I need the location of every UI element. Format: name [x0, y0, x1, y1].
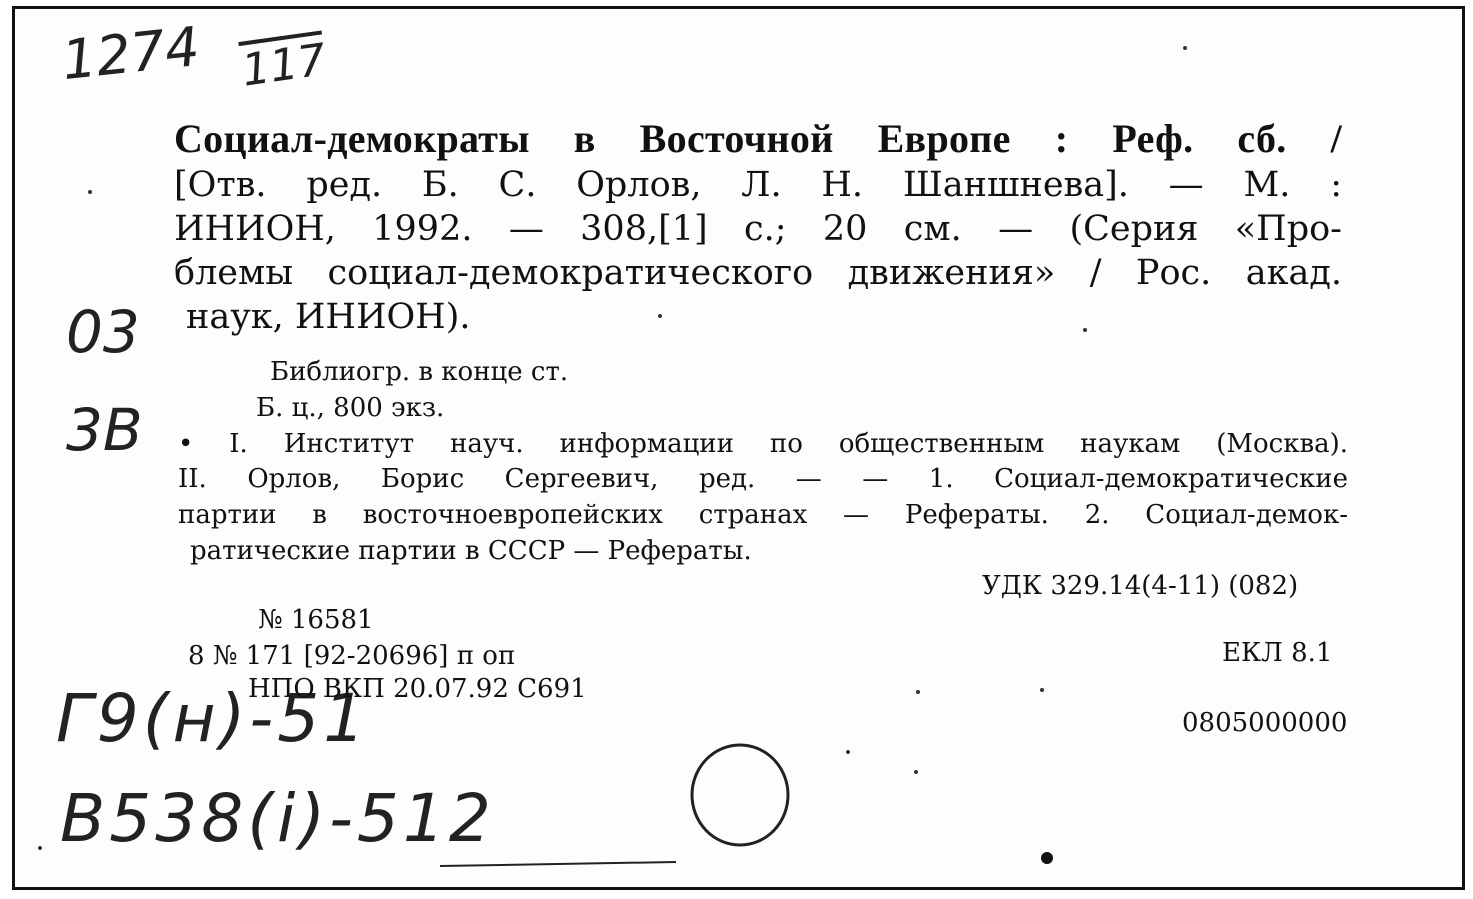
card-description-line: [Отв. ред. Б. С. Орлов, Л. Н. Шаншнева]. — М. : [174, 165, 1342, 205]
card-number: № 16581 [258, 605, 374, 635]
ink-dot [1041, 852, 1053, 864]
ink-dot [846, 750, 850, 754]
hand-drawn-circle [692, 745, 788, 845]
udk-code: УДК 329.14(4-11) (082) [982, 571, 1299, 601]
card-title: Социал-демократы в Восточной Европе : Реф. сб. / [174, 116, 1342, 161]
ekl-code: ЕКЛ 8.1 [1222, 638, 1333, 668]
card-description-line: блемы социал-демократического движения» / Рос. акад. [174, 253, 1342, 293]
card-description-line: наук, ИНИОН). [186, 297, 471, 337]
subject-heading-line: II. Орлов, Борис Сергеевич, ред. — — 1. Социал-демократические [178, 464, 1348, 494]
ink-dot [916, 690, 920, 694]
handwritten-margin-note-2: 3B [66, 396, 143, 464]
order-line: 8 № 171 [92-20696] п оп [188, 641, 516, 671]
hand-drawn-underline [440, 862, 676, 866]
subject-heading-line: партии в восточноевропейских странах — Рефераты. 2. Социал-демок- [178, 500, 1348, 530]
subject-heading-line: ратические партии в СССР — Рефераты. [190, 536, 752, 566]
card-description-line: ИНИОН, 1992. — 308,[1] с.; 20 см. — (Серия «Про- [174, 209, 1342, 249]
ink-dot [914, 770, 918, 774]
ink-dot [88, 190, 92, 194]
handwritten-shelfmark-sub: 117 [238, 34, 330, 97]
ink-dot [1083, 328, 1087, 332]
handwritten-code-2: B538(i)-512 [60, 780, 495, 857]
handwritten-code-1: Г9(н)-51 [56, 680, 370, 757]
handwritten-margin-note-1: 03 [66, 298, 140, 366]
ink-dot [38, 846, 42, 850]
catalog-code: 0805000000 [1182, 708, 1348, 738]
subject-heading-line: • I. Институт науч. информации по общественным наукам (Москва). [178, 429, 1348, 459]
note-bibliography: Библиогр. в конце ст. [270, 357, 569, 387]
handwritten-shelfmark-top: 1274 [59, 14, 203, 93]
ink-dot [1040, 688, 1044, 692]
ink-dot [1183, 46, 1187, 50]
ink-dot [658, 314, 662, 318]
publisher-line: НПО ВКП 20.07.92 С691 [248, 674, 587, 704]
note-print-run: Б. ц., 800 экз. [256, 393, 445, 423]
